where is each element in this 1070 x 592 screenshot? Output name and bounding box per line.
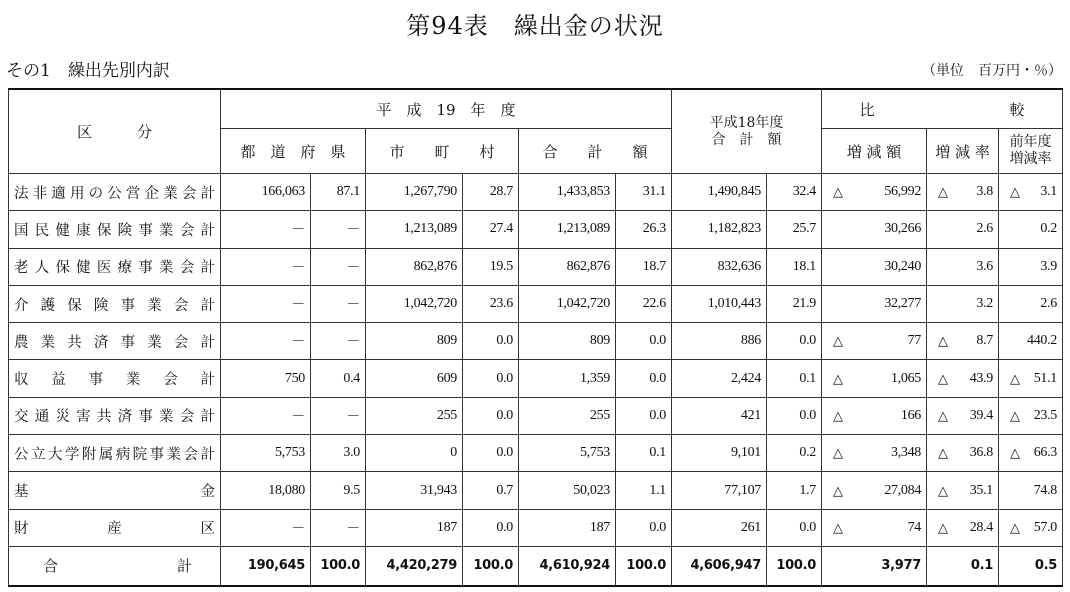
cell-muni-pct: 0.7 xyxy=(463,472,519,509)
header-change-amount: 増 減 額 xyxy=(822,129,927,174)
cell-pref: － xyxy=(221,285,311,322)
cell-total: 1,433,853 xyxy=(519,174,616,211)
cell-fy18: 1,182,823 xyxy=(672,211,767,248)
unit-note: （単位 百万円・％） xyxy=(922,63,1062,79)
total-fy18-pct: 100.0 xyxy=(767,546,822,586)
table-row xyxy=(9,360,1063,397)
cell-muni: 187 xyxy=(366,509,463,546)
cell-change-amount-value: 30,240 xyxy=(884,258,922,274)
negative-triangle-icon: △ xyxy=(833,370,843,386)
cell-change-rate xyxy=(927,174,999,211)
cell-change-rate xyxy=(927,397,999,434)
cell-prev-rate-value: 23.5 xyxy=(1033,407,1058,423)
cell-change-rate xyxy=(927,285,999,322)
table-row xyxy=(9,472,1063,509)
cell-fy18-pct: 18.1 xyxy=(767,248,822,285)
cell-muni-pct: 0.0 xyxy=(463,397,519,434)
cell-pref-pct: 3.0 xyxy=(311,435,366,472)
cell-change-rate xyxy=(927,360,999,397)
row-label: 公立大学附属病院事業会計 xyxy=(9,435,221,472)
cell-change-rate xyxy=(927,509,999,546)
cell-prev-rate xyxy=(999,248,1063,285)
cell-pref-pct: 87.1 xyxy=(311,174,366,211)
total-total: 4,610,924 xyxy=(519,546,616,586)
cell-muni: 0 xyxy=(366,435,463,472)
cell-total: 50,023 xyxy=(519,472,616,509)
cell-pref-pct: － xyxy=(311,285,366,322)
cell-change-amount-value: 1,065 xyxy=(891,370,922,386)
negative-triangle-icon: △ xyxy=(938,184,948,200)
cell-fy18-pct: 0.0 xyxy=(767,323,822,360)
row-label: 財産区 xyxy=(9,509,221,546)
total-muni: 4,420,279 xyxy=(366,546,463,586)
cell-muni: 31,943 xyxy=(366,472,463,509)
cell-prev-rate-value: 51.1 xyxy=(1033,370,1058,386)
cell-fy18-pct: 1.7 xyxy=(767,472,822,509)
cell-prev-rate-value: 57.0 xyxy=(1033,519,1058,535)
negative-triangle-icon: △ xyxy=(938,333,948,349)
negative-triangle-icon: △ xyxy=(938,370,948,386)
cell-total-pct: 0.0 xyxy=(616,509,672,546)
cell-total: 862,876 xyxy=(519,248,616,285)
header-municipality: 市 町 村 xyxy=(366,129,519,174)
cell-fy18: 77,107 xyxy=(672,472,767,509)
cell-change-rate-value: 36.8 xyxy=(969,445,994,461)
negative-triangle-icon: △ xyxy=(1010,184,1020,200)
cell-fy18-pct: 0.1 xyxy=(767,360,822,397)
header-change-rate: 増 減 率 xyxy=(927,129,999,174)
cell-muni: 255 xyxy=(366,397,463,434)
cell-total-pct: 0.1 xyxy=(616,435,672,472)
row-label-total: 合計 xyxy=(9,546,221,586)
cell-muni-pct: 28.7 xyxy=(463,174,519,211)
cell-total-pct: 0.0 xyxy=(616,323,672,360)
row-label: 交通災害共済事業会計 xyxy=(9,397,221,434)
negative-triangle-icon: △ xyxy=(1010,519,1020,535)
table-row xyxy=(9,435,1063,472)
cell-change-rate-value: 3.6 xyxy=(976,258,994,274)
cell-change-rate-value: 43.9 xyxy=(969,370,994,386)
cell-total-pct: 18.7 xyxy=(616,248,672,285)
cell-pref-pct: － xyxy=(311,397,366,434)
cell-prev-rate xyxy=(999,435,1063,472)
header-prev-line1: 前年度 xyxy=(1009,134,1052,150)
cell-change-rate xyxy=(927,435,999,472)
cell-fy18: 832,636 xyxy=(672,248,767,285)
cell-prev-rate-value: 440.2 xyxy=(1027,333,1058,349)
cell-total: 5,753 xyxy=(519,435,616,472)
cell-total: 255 xyxy=(519,397,616,434)
negative-triangle-icon: △ xyxy=(1010,370,1020,386)
header-fy18-line1: 平成18年度 xyxy=(709,114,784,131)
cell-prev-rate xyxy=(999,472,1063,509)
cell-total-pct: 26.3 xyxy=(616,211,672,248)
cell-pref: 5,753 xyxy=(221,435,311,472)
row-label: 基金 xyxy=(9,472,221,509)
cell-change-rate xyxy=(927,323,999,360)
cell-total-pct: 22.6 xyxy=(616,285,672,322)
cell-fy18-pct: 0.0 xyxy=(767,397,822,434)
cell-prev-rate-value: 74.8 xyxy=(1033,482,1058,498)
cell-change-amount-value: 3,348 xyxy=(891,445,922,461)
cell-fy18: 261 xyxy=(672,509,767,546)
cell-total: 1,042,720 xyxy=(519,285,616,322)
cell-fy18: 9,101 xyxy=(672,435,767,472)
row-label: 収益事業会計 xyxy=(9,360,221,397)
cell-pref: － xyxy=(221,248,311,285)
negative-triangle-icon: △ xyxy=(938,407,948,423)
cell-change-amount-value: 27,084 xyxy=(884,482,922,498)
header-category: 区 分 xyxy=(9,89,221,174)
cell-fy18-pct: 0.2 xyxy=(767,435,822,472)
cell-change-amount xyxy=(822,248,927,285)
cell-pref-pct: － xyxy=(311,323,366,360)
header-prefecture: 都 道 府 県 xyxy=(221,129,366,174)
cell-pref: 166,063 xyxy=(221,174,311,211)
cell-pref: － xyxy=(221,509,311,546)
cell-pref-pct: － xyxy=(311,248,366,285)
cell-change-rate-value: 8.7 xyxy=(976,333,994,349)
cell-change-rate xyxy=(927,211,999,248)
cell-change-amount xyxy=(822,435,927,472)
cell-fy18: 1,490,845 xyxy=(672,174,767,211)
cell-prev-rate-value: 2.6 xyxy=(1040,296,1058,312)
cell-pref-pct: 9.5 xyxy=(311,472,366,509)
cell-total-pct: 31.1 xyxy=(616,174,672,211)
cell-change-amount xyxy=(822,285,927,322)
total-prev-rate: 0.5 xyxy=(999,546,1063,586)
cell-prev-rate-value: 3.1 xyxy=(1040,184,1058,200)
negative-triangle-icon: △ xyxy=(833,333,843,349)
header-fy18 xyxy=(672,89,822,174)
cell-change-amount xyxy=(822,509,927,546)
cell-muni-pct: 23.6 xyxy=(463,285,519,322)
cell-fy18-pct: 25.7 xyxy=(767,211,822,248)
negative-triangle-icon: △ xyxy=(938,445,948,461)
cell-prev-rate xyxy=(999,285,1063,322)
total-change-rate: 0.1 xyxy=(927,546,999,586)
cell-muni: 1,267,790 xyxy=(366,174,463,211)
cell-change-amount-value: 74 xyxy=(907,519,922,535)
header-fy18-line2: 合 計 額 xyxy=(711,131,782,148)
cell-change-amount-value: 56,992 xyxy=(884,184,922,200)
cell-pref-pct: － xyxy=(311,211,366,248)
negative-triangle-icon: △ xyxy=(833,184,843,200)
cell-change-rate-value: 39.4 xyxy=(969,407,994,423)
cell-change-rate-value: 3.2 xyxy=(976,296,994,312)
cell-prev-rate xyxy=(999,509,1063,546)
cell-pref-pct: － xyxy=(311,509,366,546)
header-prev-line2: 増減率 xyxy=(1009,151,1052,167)
cell-total-pct: 0.0 xyxy=(616,397,672,434)
cell-prev-rate xyxy=(999,397,1063,434)
cell-fy18: 1,010,443 xyxy=(672,285,767,322)
cell-pref: － xyxy=(221,397,311,434)
cell-change-rate xyxy=(927,248,999,285)
cell-prev-rate xyxy=(999,174,1063,211)
cell-muni-pct: 0.0 xyxy=(463,360,519,397)
cell-fy18-pct: 0.0 xyxy=(767,509,822,546)
table-row-total xyxy=(9,546,1063,586)
header-total: 合 計 額 xyxy=(519,129,672,174)
cell-fy18: 421 xyxy=(672,397,767,434)
cell-change-amount-value: 77 xyxy=(907,333,922,349)
cell-change-amount xyxy=(822,472,927,509)
cell-prev-rate-value: 0.2 xyxy=(1040,221,1058,237)
cell-total: 809 xyxy=(519,323,616,360)
cell-muni-pct: 0.0 xyxy=(463,435,519,472)
cell-change-amount-value: 166 xyxy=(900,407,922,423)
cell-change-rate xyxy=(927,472,999,509)
cell-prev-rate-value: 3.9 xyxy=(1040,258,1058,274)
transfer-table xyxy=(8,88,1063,587)
cell-fy18: 2,424 xyxy=(672,360,767,397)
cell-total: 1,359 xyxy=(519,360,616,397)
negative-triangle-icon: △ xyxy=(938,519,948,535)
row-label: 国民健康保険事業会計 xyxy=(9,211,221,248)
cell-fy18-pct: 21.9 xyxy=(767,285,822,322)
cell-change-amount-value: 30,266 xyxy=(884,221,922,237)
cell-fy18-pct: 32.4 xyxy=(767,174,822,211)
table-row xyxy=(9,509,1063,546)
table-row xyxy=(9,397,1063,434)
cell-change-rate-value: 2.6 xyxy=(976,221,994,237)
cell-change-amount xyxy=(822,360,927,397)
cell-muni-pct: 0.0 xyxy=(463,323,519,360)
cell-change-amount xyxy=(822,397,927,434)
total-pref-pct: 100.0 xyxy=(311,546,366,586)
negative-triangle-icon: △ xyxy=(833,445,843,461)
negative-triangle-icon: △ xyxy=(1010,445,1020,461)
table-row xyxy=(9,248,1063,285)
total-change-amount: 3,977 xyxy=(822,546,927,586)
negative-triangle-icon: △ xyxy=(1010,407,1020,423)
total-muni-pct: 100.0 xyxy=(463,546,519,586)
cell-muni: 1,042,720 xyxy=(366,285,463,322)
cell-prev-rate xyxy=(999,360,1063,397)
row-label: 介護保険事業会計 xyxy=(9,285,221,322)
cell-muni: 1,213,089 xyxy=(366,211,463,248)
cell-change-amount xyxy=(822,323,927,360)
cell-pref: － xyxy=(221,211,311,248)
total-fy18: 4,606,947 xyxy=(672,546,767,586)
cell-prev-rate-value: 66.3 xyxy=(1033,445,1058,461)
table-row xyxy=(9,211,1063,248)
cell-muni-pct: 27.4 xyxy=(463,211,519,248)
row-label: 老人保健医療事業会計 xyxy=(9,248,221,285)
cell-total: 187 xyxy=(519,509,616,546)
negative-triangle-icon: △ xyxy=(833,519,843,535)
cell-fy18: 886 xyxy=(672,323,767,360)
cell-muni-pct: 19.5 xyxy=(463,248,519,285)
total-pref: 190,645 xyxy=(221,546,311,586)
table-row xyxy=(9,174,1063,211)
row-label: 法非適用の公営企業会計 xyxy=(9,174,221,211)
total-total-pct: 100.0 xyxy=(616,546,672,586)
row-label: 農業共済事業会計 xyxy=(9,323,221,360)
negative-triangle-icon: △ xyxy=(833,407,843,423)
cell-pref: － xyxy=(221,323,311,360)
cell-total-pct: 1.1 xyxy=(616,472,672,509)
cell-change-rate-value: 28.4 xyxy=(969,519,994,535)
cell-change-amount-value: 32,277 xyxy=(884,296,922,312)
cell-muni-pct: 0.0 xyxy=(463,509,519,546)
cell-change-amount xyxy=(822,174,927,211)
header-fy19: 平 成 19 年 度 xyxy=(221,89,672,129)
cell-pref: 750 xyxy=(221,360,311,397)
table-body xyxy=(9,174,1063,586)
cell-change-rate-value: 3.8 xyxy=(976,184,994,200)
page-title: 第94表 繰出金の状況 xyxy=(406,12,664,40)
header-prev-rate xyxy=(999,129,1063,174)
cell-muni: 609 xyxy=(366,360,463,397)
cell-pref-pct: 0.4 xyxy=(311,360,366,397)
cell-change-amount xyxy=(822,211,927,248)
cell-total-pct: 0.0 xyxy=(616,360,672,397)
cell-change-rate-value: 35.1 xyxy=(969,482,994,498)
negative-triangle-icon: △ xyxy=(833,482,843,498)
header-compare: 比 較 xyxy=(822,89,1063,129)
cell-muni: 809 xyxy=(366,323,463,360)
cell-prev-rate xyxy=(999,211,1063,248)
cell-pref: 18,080 xyxy=(221,472,311,509)
negative-triangle-icon: △ xyxy=(938,482,948,498)
table-subtitle: その1 繰出先別内訳 xyxy=(6,61,170,81)
cell-muni: 862,876 xyxy=(366,248,463,285)
cell-prev-rate xyxy=(999,323,1063,360)
table-row xyxy=(9,285,1063,322)
cell-total: 1,213,089 xyxy=(519,211,616,248)
table-row xyxy=(9,323,1063,360)
